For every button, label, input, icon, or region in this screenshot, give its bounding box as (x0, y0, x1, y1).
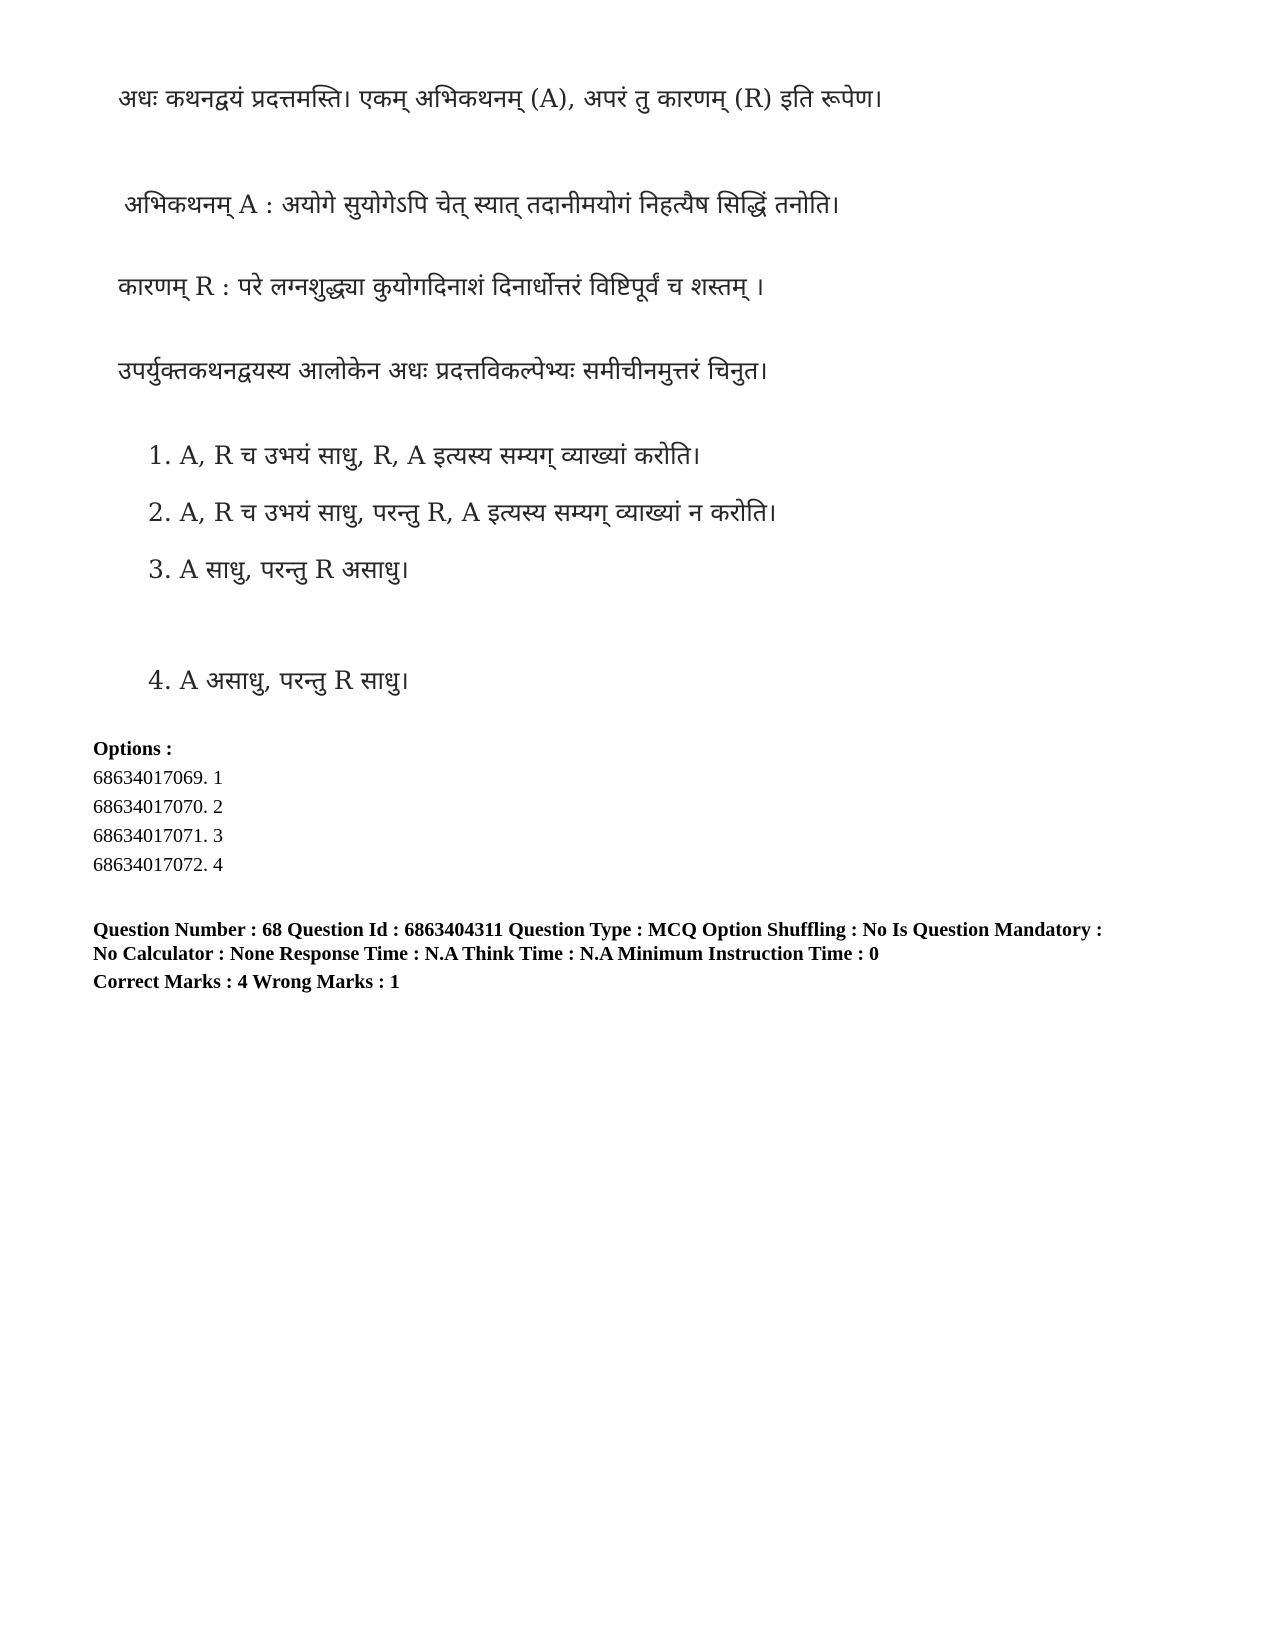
option-code-4: 68634017072. 4 (93, 854, 223, 876)
question-intro: अधः कथनद्वयं प्रदत्तमस्ति। एकम् अभिकथनम् (A), अपरं तु कारणम् (R) इति रूपेण। (118, 84, 883, 113)
choice-2: 2. A, R च उभयं साधु, परन्तु R, A इत्यस्य सम्यग् व्याख्यां न करोति। (148, 498, 777, 527)
question-meta-line-2: No Calculator : None Response Time : N.A Think Time : N.A Minimum Instruction Time : 0 (93, 943, 879, 965)
question-instruction: उपर्युक्तकथनद्वयस्य आलोकेन अधः प्रदत्तविकल्पेभ्यः समीचीनमुत्तरं चिनुत। (118, 356, 768, 385)
next-question-info (93, 918, 1213, 994)
options-heading: Options : (93, 738, 173, 760)
assertion-statement: अभिकथनम् A : अयोगे सुयोगेऽपि चेत् स्यात् तदानीमयोगं निहत्यैष सिद्धिं तनोति। (124, 190, 840, 219)
marks-line: Correct Marks : 4 Wrong Marks : 1 (93, 971, 400, 993)
option-code-2: 68634017070. 2 (93, 796, 223, 818)
option-code-3: 68634017071. 3 (93, 825, 223, 847)
question-image (0, 0, 1275, 720)
reason-statement: कारणम् R : परे लग्नशुद्ध्या कुयोगदिनाशं दिनार्धोत्तरं विष्टिपूर्वं च शस्तम् । (118, 272, 765, 301)
choice-1: 1. A, R च उभयं साधु, R, A इत्यस्य सम्यग् व्याख्यां करोति। (148, 441, 701, 470)
option-code-1: 68634017069. 1 (93, 767, 223, 789)
choice-4: 4. A असाधु, परन्तु R साधु। (148, 666, 409, 695)
choice-3: 3. A साधु, परन्तु R असाधु। (148, 555, 409, 584)
options-block (93, 735, 223, 880)
question-meta-line-1: Question Number : 68 Question Id : 6863404311 Question Type : MCQ Option Shuffling : No Is Question Mandatory : (93, 919, 1103, 941)
